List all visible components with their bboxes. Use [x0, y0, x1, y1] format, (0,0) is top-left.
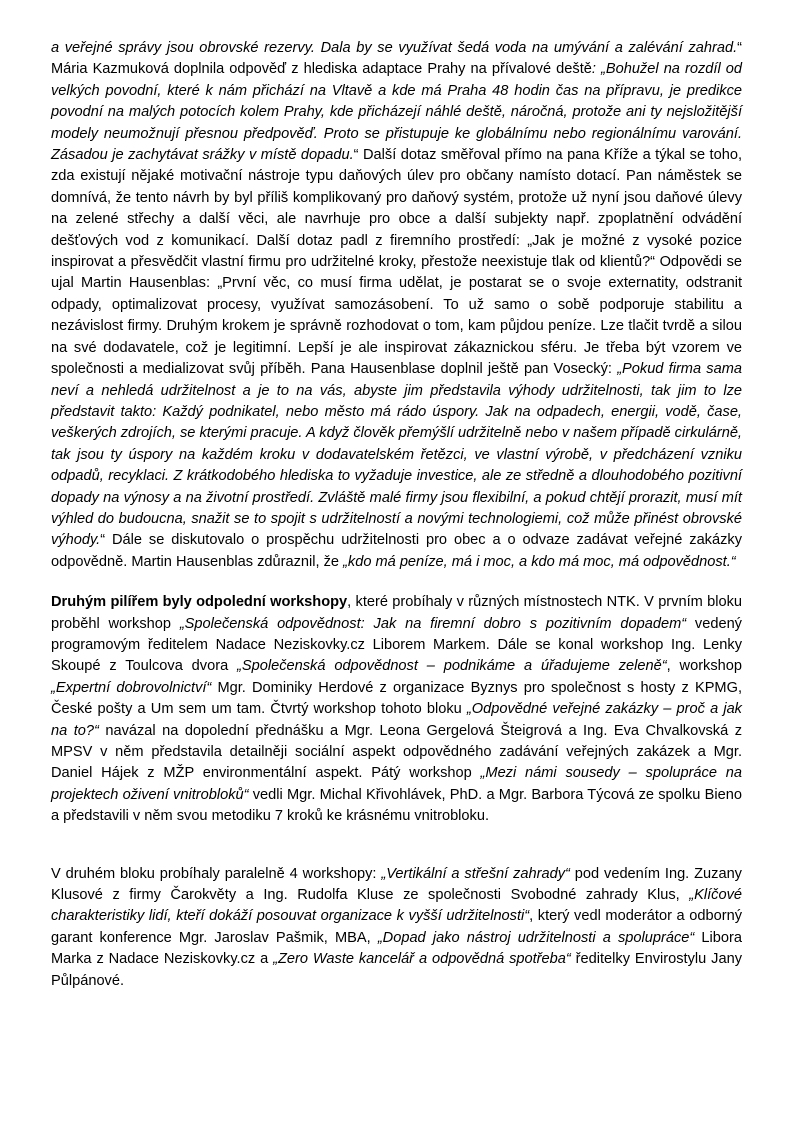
text-italic: „Společenská odpovědnost: Jak na firemní dobro s pozitivním dopadem“ — [179, 615, 687, 632]
text-span: “ Dále se diskutovalo o prospěchu udržitelnosti pro obec a o odvaze zadávat veřejné zakázky odpovědně. Martin Hausenblas zdůraznil, že — [51, 532, 742, 570]
text-span: “ Další dotaz směřoval přímo na pana Kříže a týkal se toho, zda existují nějaké motivační nástroje typu daňových úlev pro občany namísto dotací. Pan náměstek se domnívá, že tento návrh by byl příliš komplikovaný pro daňový systém, protože už nyní jsou daňové úlevy na zelené střechy a další věci, ale navrhuje pro obce a další subjekty např. zpoplatnění odvádění dešťových vod z komunikací. Další dotaz padl z firemního prostředí: „Jak je možné z vysoké pozice inspirovat a přesvědčit vlastní firmu pro udržitelné kroky, přestože neexistuje tlak od klientů?“ Odpovědi se ujal Martin Hausenblas: „První věc, co musí firma udělat, je postarat se o svoje externatity, odstranit odpady, optimalizovat procesy, využívat samozásobení. To už samo o sobě podporuje stabilitu a nezávislost firmy. Druhým krokem je správně rozhodovat o tom, kam půjdou peníze. Lze tlačit tvrdě a silou na své dodavatele, což je legitimní. Lepší je ale inspirovat zákaznickou sféru. Je třeba být vzorem ve společnosti a medializovat svůj příběh. Pana Hausenblase doplnil ještě pan Vosecký: — [51, 147, 742, 378]
text-span: Mgr. Dominiky Herdové z organizace Byznys pro společnost s hosty z KPMG, České pošty a Um sem um tam. Čtvrtý workshop tohoto bloku — [51, 679, 742, 718]
text-italic: „Vertikální a střešní zahrady“ — [381, 865, 570, 882]
paragraph-workshops-block-1 — [51, 592, 742, 827]
text-italic: „Mezi námi sousedy – spolupráce na projektech oživení vnitrobloků“ — [51, 765, 742, 803]
text-span: “ Mária Kazmuková doplnila odpověď z hlediska adaptace Prahy na přívalové deště — [51, 40, 742, 78]
text-span: , který vedl moderátor a odborný garant konference Mgr. Jaroslav Pašmik, MBA, — [51, 908, 743, 946]
text-span: vedli Mgr. Michal Křivohlávek, PhD. a Mgr. Barbora Týcová ze spolku Bieno a představili v něm svou metodiku 7 kroků ke krásnému vnitrobloku. — [51, 786, 742, 825]
body-text — [51, 38, 742, 992]
text-span: , workshop — [666, 658, 742, 675]
text-bold: Druhým pilířem byly odpolední workshopy — [51, 594, 348, 611]
text-italic: : „Bohužel na rozdíl od velkých povodní, které k nám přichází na Vltavě a kde má Praha 48 hodin čas na přípravu, je predikce povodní na malých potocích kolem Prahy, kde přicházejí náhlé deště, náročná, protože ani ty nejsložitější modely neumožnují přesnou předpověď. Proto se přistupuje ke globálnímu nebo regionálnímu varování. Zásadou je zachytávat srážky v místě dopadu. — [51, 61, 743, 164]
text-italic: „Společenská odpovědnost – podnikáme a úřadujeme zeleně“ — [237, 658, 667, 675]
text-italic: „Pokud firma sama neví a nehledá udržitelnost a je to na vás, abyste jim představila výhody udržitelnosti, tak jim to lze představit takto: Každý podnikatel, nebo město má rádo úspory. Jak na odpadech, energii, vodě, čase, veškerých zdrojích, se kterými pracuje. A když člověk přemýšlí udržitelně nebo v našem případě cirkulárně, tak jsou ty úspory na každém kroku v dodavatelském řetězci, ve vlastní výrobě, v předcházení vzniku odpadů, recyklaci. Z krátkodobého hlediska to vyžaduje investice, ale ze středně a dlouhodobého pozitivní dopady na výnosy a na životní prostředí. Zvláště malé firmy jsou flexibilní, a pokud chtějí prorazit, musí mít výhled do budoucna, snažit se to spojit s udržitelností a novými technologiemi, což může přinést obrovské výhody. — [51, 361, 742, 549]
text-span: vedený programovým ředitelem Nadace Neziskovky.cz Liborem Markem. Dále se konal workshop Ing. Lenky Skoupé z Toulcova dvora — [51, 615, 742, 675]
text-span: Libora Marka z Nadace Neziskovky.cz a — [51, 929, 742, 968]
text-italic: „Klíčové charakteristiky lidí, kteří dokáží posouvat organizace k vyšší udržitelnosti“ — [51, 887, 742, 925]
text-span: , které probíhaly v různých místnostech NTK. V prvním bloku proběhl workshop — [51, 594, 742, 632]
text-italic: „Dopad jako nástroj udržitelnosti a spolupráce“ — [377, 929, 695, 946]
paragraph-workshops-block-2 — [51, 864, 742, 992]
text-span: V druhém bloku probíhaly paralelně 4 workshopy: — [51, 865, 382, 882]
paragraph-discussion — [51, 38, 742, 573]
text-span: pod vedením Ing. Zuzany Klusové z firmy Čarokvěty a Ing. Rudolfa Kluse ze společnosti Svobodné zahrady Klus, — [51, 865, 742, 904]
text-italic: „kdo má peníze, má i moc, a kdo má moc, má odpovědnost.“ — [343, 553, 736, 570]
text-italic: a veřejné správy jsou obrovské rezervy. Dala by se využívat šedá voda na umývání a zalévání zahrad. — [51, 40, 738, 56]
text-italic: „Odpovědné veřejné zakázky – proč a jak na to?“ — [51, 701, 742, 739]
text-italic: „Zero Waste kancelář a odpovědná spotřeba“ — [273, 951, 571, 968]
text-span: ředitelky Envirostylu Jany Půlpánové. — [51, 951, 742, 989]
text-span: navázal na dopolední přednášku a Mgr. Leona Gergelová Šteigrová a Ing. Eva Chvalkovská z MPSV v něm představila detailněji sociální aspekt odpovědného zadávání veřejných zakázek a Mgr. Daniel Hájek z MŽP environmentální aspekt. Pátý workshop — [51, 722, 742, 782]
text-italic: „Expertní dobrovolnictví“ — [51, 679, 212, 696]
